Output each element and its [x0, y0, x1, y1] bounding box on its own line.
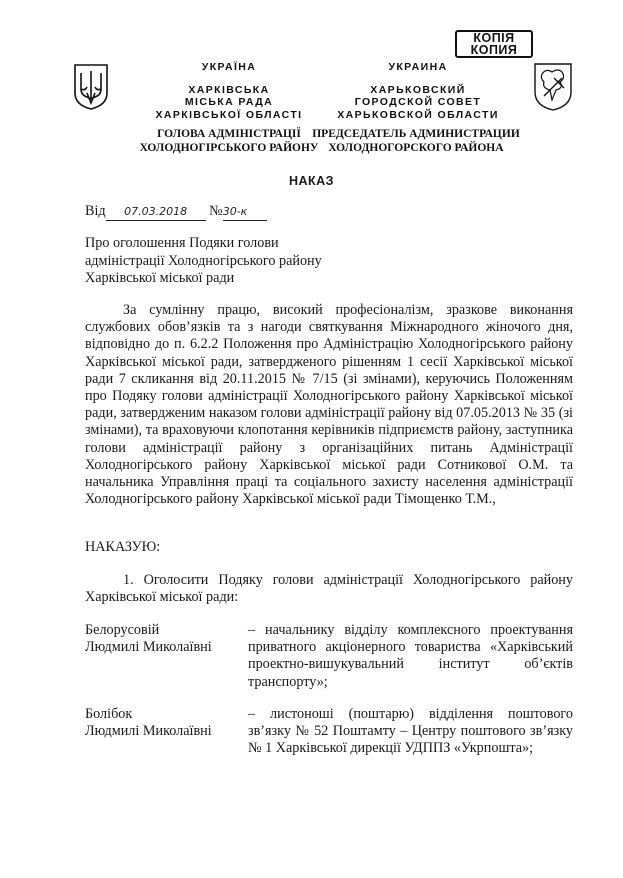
- ru-head-line-1: ПРЕДСЕДАТЕЛЬ АДМИНИСТРАЦИИ: [312, 128, 520, 140]
- ru-header: [330, 61, 506, 121]
- doc-type: НАКАЗ: [288, 174, 335, 188]
- ua-country: УКРАЇНА: [201, 61, 257, 73]
- ru-council-line-2: ГОРОДСКОЙ СОВЕТ: [354, 96, 482, 108]
- subject: [85, 235, 322, 288]
- person-2-surname: Болібок: [85, 706, 133, 722]
- kharkiv-coat-of-arms-icon: [532, 60, 574, 112]
- person-2-given: Людмилі Миколаївні: [85, 723, 212, 740]
- order-word: НАКАЗУЮ:: [85, 539, 161, 555]
- person-2-desc: – листоноші (поштарю) відділення поштового зв’язку № 52 Поштамту – Центру поштового зв’язку № 1 Харківської дирекції УДППЗ «Укрпошта»;: [248, 706, 573, 757]
- person-2-name: [85, 706, 235, 740]
- ru-head-title: [310, 127, 522, 155]
- person-1-given: Людмилі Миколаївні: [85, 639, 212, 656]
- number-prefix: №: [209, 203, 223, 219]
- number-value: 30-к: [222, 205, 248, 218]
- ua-council-line-2: МІСЬКА РАДА: [184, 96, 274, 108]
- ua-head-line-1: ГОЛОВА АДМІНІСТРАЦІЇ: [157, 128, 301, 140]
- item-1-text: 1. Оголосити Подяку голови адміністрації Холодногірського району Харківської міської ради:: [85, 572, 573, 606]
- person-1-surname: Белорусовій: [85, 622, 160, 638]
- number-field: [223, 203, 267, 221]
- ru-country: УКРАИНА: [388, 61, 448, 73]
- ru-council-line-1: ХАРЬКОВСКИЙ: [370, 83, 466, 96]
- ua-council-line-3: ХАРКІВСЬКОЇ ОБЛАСТІ: [155, 108, 303, 121]
- subject-line-2: адміністрації Холодногірського району: [85, 252, 322, 269]
- preamble: [85, 302, 573, 508]
- ru-council-line-3: ХАРЬКОВСКОЙ ОБЛАСТИ: [337, 108, 499, 121]
- ua-header: [140, 61, 318, 121]
- ua-council-line-1: ХАРКІВСЬКА: [188, 83, 270, 96]
- ua-head-title: [124, 127, 334, 155]
- date-prefix: Від: [85, 203, 106, 219]
- stamp-line-1: КОПІЯ: [473, 31, 515, 45]
- copy-stamp: [455, 30, 533, 58]
- date-number-line: [85, 203, 267, 221]
- person-1-name: [85, 622, 235, 656]
- subject-line-3: Харківської міської ради: [85, 270, 235, 287]
- ua-head-line-2: ХОЛОДНОГІРСЬКОГО РАЙОНУ: [139, 142, 319, 154]
- ru-head-line-2: ХОЛОДНОГОРСКОГО РАЙОНА: [328, 142, 504, 154]
- subject-line-1: Про оголошення Подяки голови: [85, 235, 279, 251]
- date-value: 07.03.2018: [124, 205, 188, 218]
- date-field: [106, 203, 206, 221]
- trident-coat-of-arms-icon: [73, 63, 109, 111]
- item-1: [85, 572, 573, 606]
- person-1-desc: – начальнику відділу комплексного проектування приватного акціонерного товариства «Харківський проектно-вишукувальний інститут об’єктів транспорту»;: [248, 622, 573, 690]
- stamp-line-2: КОПИЯ: [470, 43, 518, 57]
- preamble-text: За сумлінну працю, високий професіоналізм, зразкове виконання службових обов’язків та з нагоди святкування Міжнародного жіночого дня, відповідно до п. 6.2.2 Положення про Адміністрацію Холодногірського району Харківської міської ради, затвердженого рішенням 1 сесії Харківської міської ради 7 скликання від 20.11.2015 № 7/15 (зі змінами), керуючись Положенням про Подяку голови адміністрації Холодногірського району Харківської міської ради, затвердженим наказом голови адміністрації району від 07.05.2013 № 35 (зі змінами), та враховуючи клопотання керівників підприємств району, заступника голови адміністрації району з організаційних питань Адміністрації Холодногірського району Харківської міської ради Сотникової О.М. та начальника Управління праці та соціального захисту населення адміністрації Холодногірського району Харківської міської ради Тімощенко Т.М.,: [85, 302, 573, 508]
